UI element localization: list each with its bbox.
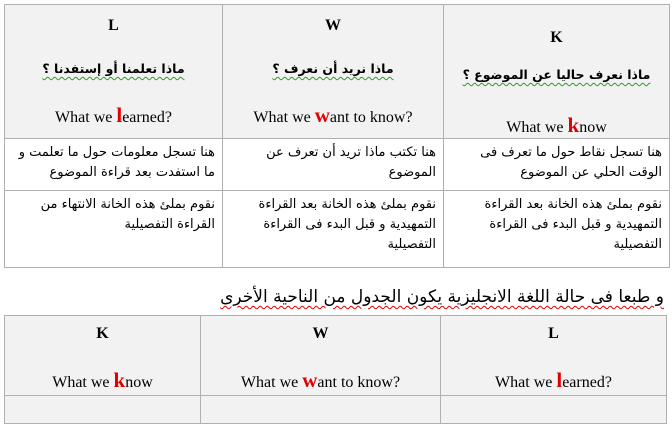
note-text: و طبعا فى حالة اللغة الانجليزية يكون الجدول من الناحية الأخرى: [220, 287, 664, 307]
column-letter: K: [550, 29, 563, 46]
cell-learned-when: نقوم بملئ هذه الخانة الانتهاء من القراءة التفصيلية: [5, 191, 223, 268]
column-letter: L: [108, 17, 119, 34]
cell-learned-desc: هنا تسجل معلومات حول ما تعلمت و ما استفدت بعد قراءة الموضوع: [5, 139, 223, 191]
column-english-label: What we know: [52, 368, 153, 392]
column-question-ar: ماذا نعرف حاليا عن الموضوع ؟: [462, 67, 651, 82]
column-question-ar: ماذا نريد أن نعرف ؟: [272, 61, 394, 76]
header-cell-k: [5, 316, 201, 396]
column-english-label: What we learned?: [495, 368, 612, 392]
cell-want-when: نقوم بملئ هذه الخانة بعد القراءة التمهيدية و قبل البدء فى القراءة التفصيلية: [223, 191, 444, 268]
header-row: [5, 5, 670, 139]
cell-know-when: نقوم بملئ هذه الخانة بعد القراءة التمهيدية و قبل البدء فى القراءة التفصيلية: [444, 191, 670, 268]
table-row: [5, 139, 670, 191]
empty-cell: [201, 396, 441, 424]
cell-know-desc: هنا تسجل نقاط حول ما تعرف فى الوقت الحلي عن الموضوع: [444, 139, 670, 191]
column-english-label: What we want to know?: [240, 368, 401, 392]
empty-cell: [441, 396, 667, 424]
header-cell-l: [5, 5, 223, 139]
column-letter: W: [312, 325, 329, 342]
table-row: [5, 191, 670, 268]
column-english-label: What we know: [506, 113, 607, 137]
table-row: [5, 396, 667, 424]
column-question-ar: ماذا تعلمنا أو إستفدنا ؟: [42, 61, 185, 76]
header-row: [5, 316, 667, 396]
header-cell-w: [201, 316, 441, 396]
column-letter: L: [548, 325, 559, 342]
column-letter: W: [325, 17, 341, 34]
column-english-label: What we learned?: [55, 103, 172, 127]
header-cell-l: [441, 316, 667, 396]
empty-cell: [5, 396, 201, 424]
kwl-table-english: [4, 315, 667, 424]
kwl-table-arabic: [4, 4, 670, 268]
header-cell-w: [223, 5, 444, 139]
header-cell-k: [444, 5, 670, 139]
column-english-label: What we want to know?: [253, 103, 413, 127]
cell-want-desc: هنا تكتب ماذا تريد أن تعرف عن الموضوع: [223, 139, 444, 191]
column-letter: K: [96, 325, 109, 342]
